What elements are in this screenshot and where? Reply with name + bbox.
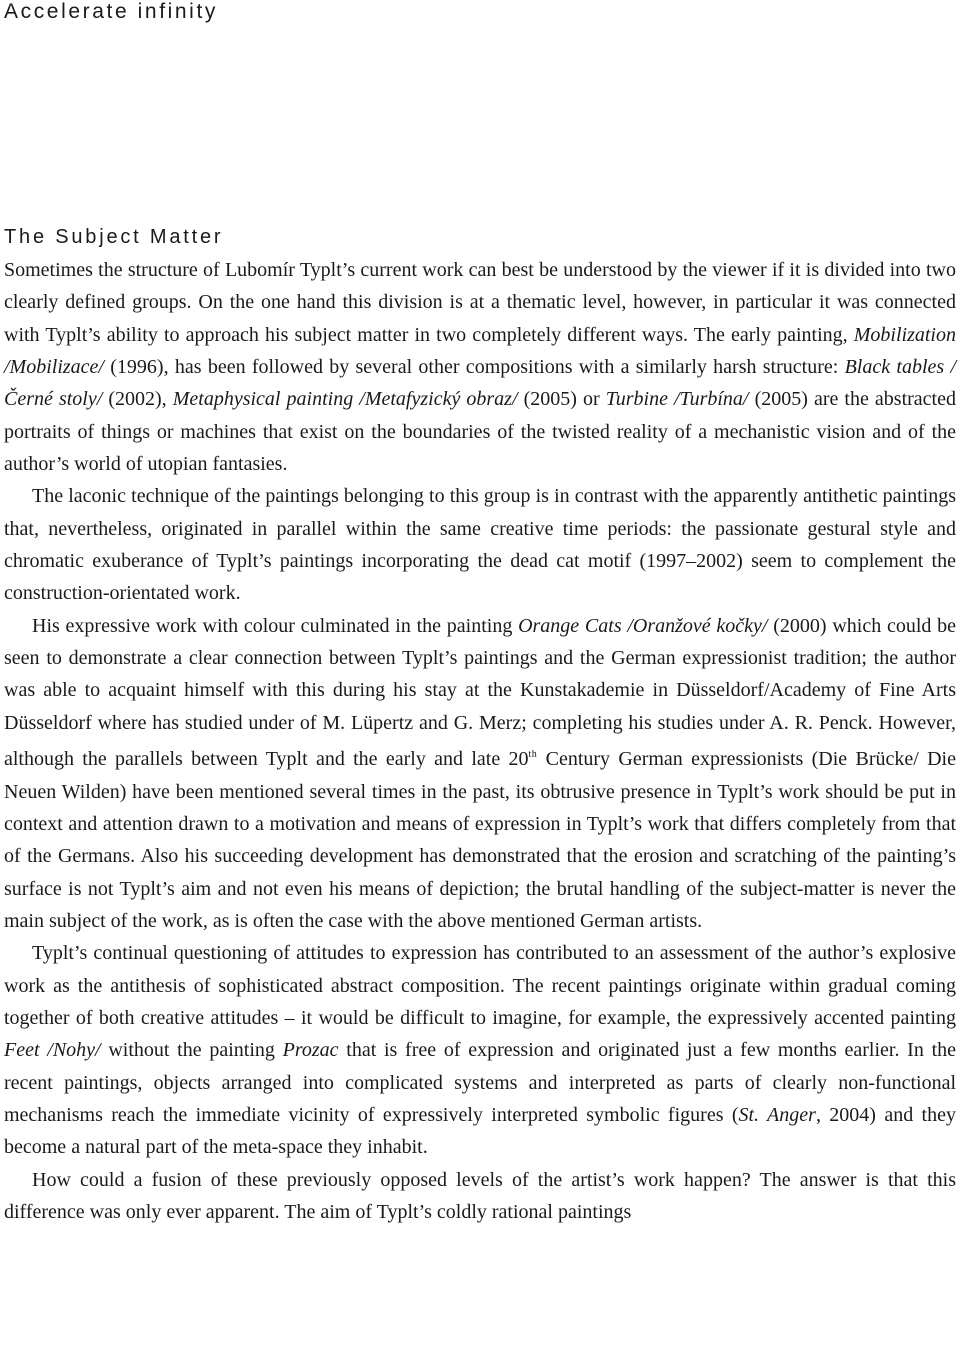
artwork-title-feet: Feet /Nohy/ xyxy=(4,1039,101,1062)
section-title: The Subject Matter xyxy=(4,226,224,248)
artwork-title-mobilization: Mobilization /Mobilizace/ xyxy=(4,323,956,379)
paragraph-4 xyxy=(4,937,956,1163)
text-run: without the painting xyxy=(100,1039,283,1062)
artwork-title-black-tables: Black tables /Černé stoly/ xyxy=(4,356,957,411)
paragraph-5 xyxy=(4,1164,956,1229)
text-run: (2002), xyxy=(102,388,173,411)
running-head-title: Accelerate infinity xyxy=(4,0,218,23)
text-run: (2000) which could be seen to demonstrate a clear connection between Typlt’s paintings and the German expressionist tradition; the author was able to acquaint himself with this during his stay at the Kunstakademie in Düsseldorf/Academy of Fine Arts Düsseldorf where has studied under of M. Lüpertz and G. Merz; completing his studies under A. R. Penck. However, although the parallels between Typlt and the early and late 20 xyxy=(4,614,956,771)
text-run: How could a fusion of these previously opposed levels of the artist’s work happen? The answer is that this difference was only ever apparent. The aim of Typlt’s coldly rational paintings xyxy=(4,1168,956,1223)
text-run: Century German expressionists (Die Brücke/ Die Neuen Wilden) have been mentioned several times in the past, its obtrusive presence in Typlt’s work should be put in context and attention drawn to a motivation and means of expression in Typlt’s work that differs completely from that of the Germans. Also his succeeding development has demonstrated that the erosion and scratching of the painting’s surface is not Typlt’s aim and not even his means of depiction; the brutal handling of the subject-matter is never the main subject of the work, as is often the case with the above mentioned German artists. xyxy=(4,748,956,932)
text-run: that is free of expression and originated just a few months earlier. In the recent paintings, objects arranged into complicated systems and interpreted as parts of clearly non-functional mechanisms reach the immediate vicinity of expressively interpreted symbolic figures ( xyxy=(4,1039,956,1126)
text-run: (2005) or xyxy=(517,388,606,411)
artwork-title-st-anger: St. Anger xyxy=(738,1103,816,1126)
paragraph-1 xyxy=(4,254,956,480)
artwork-title-metaphysical-painting: Metaphysical painting /Metafyzický obraz/ xyxy=(172,388,518,411)
text-run: (2005) are the abstracted portraits of things or machines that exist on the boundaries of the twisted reality of a mechanistic vision and of the author’s world of utopian fantasies. xyxy=(4,388,956,476)
text-run: Sometimes the structure of Lubomír Typlt’s current work can best be understood by the viewer if it is divided into two clearly defined groups. On the one hand this division is at a thematic level, however, in particular it was connected with Typlt’s ability to approach his subject matter in two completely different ways. The early painting, xyxy=(4,259,956,346)
text-run: The laconic technique of the paintings belonging to this group is in contrast with the apparently antithetic paintings that, nevertheless, originated in parallel within the same creative time periods: the passionate gestural style and chromatic exuberance of Typlt’s paintings incorporating the dead cat motif (1997–2002) seem to complement the construction-orientated work. xyxy=(4,485,956,605)
text-run: (1996), has been followed by several other compositions with a similarly harsh structure: xyxy=(103,356,845,379)
text-run: , 2004) and they become a natural part of the meta-space they inhabit. xyxy=(4,1103,956,1159)
text-run: Typlt’s continual questioning of attitudes to expression has contributed to an assessment of the author’s explosive work as the antithesis of sophisticated abstract composition. The recent paintings originate within gradual coming together of both creative attitudes – it would be difficult to imagine, for example, the expressively accented painting xyxy=(4,942,956,1029)
ordinal-superscript: th xyxy=(528,749,538,761)
paragraph-2 xyxy=(4,480,956,609)
artwork-title-turbine: Turbine /Turbína/ xyxy=(605,388,749,411)
paragraph-3 xyxy=(4,610,956,937)
text-run: His expressive work with colour culminated in the painting xyxy=(32,614,519,637)
artwork-title-orange-cats: Orange Cats /Oranžové kočky/ xyxy=(518,614,768,637)
artwork-title-prozac: Prozac xyxy=(282,1039,339,1062)
article-body xyxy=(4,254,956,1228)
